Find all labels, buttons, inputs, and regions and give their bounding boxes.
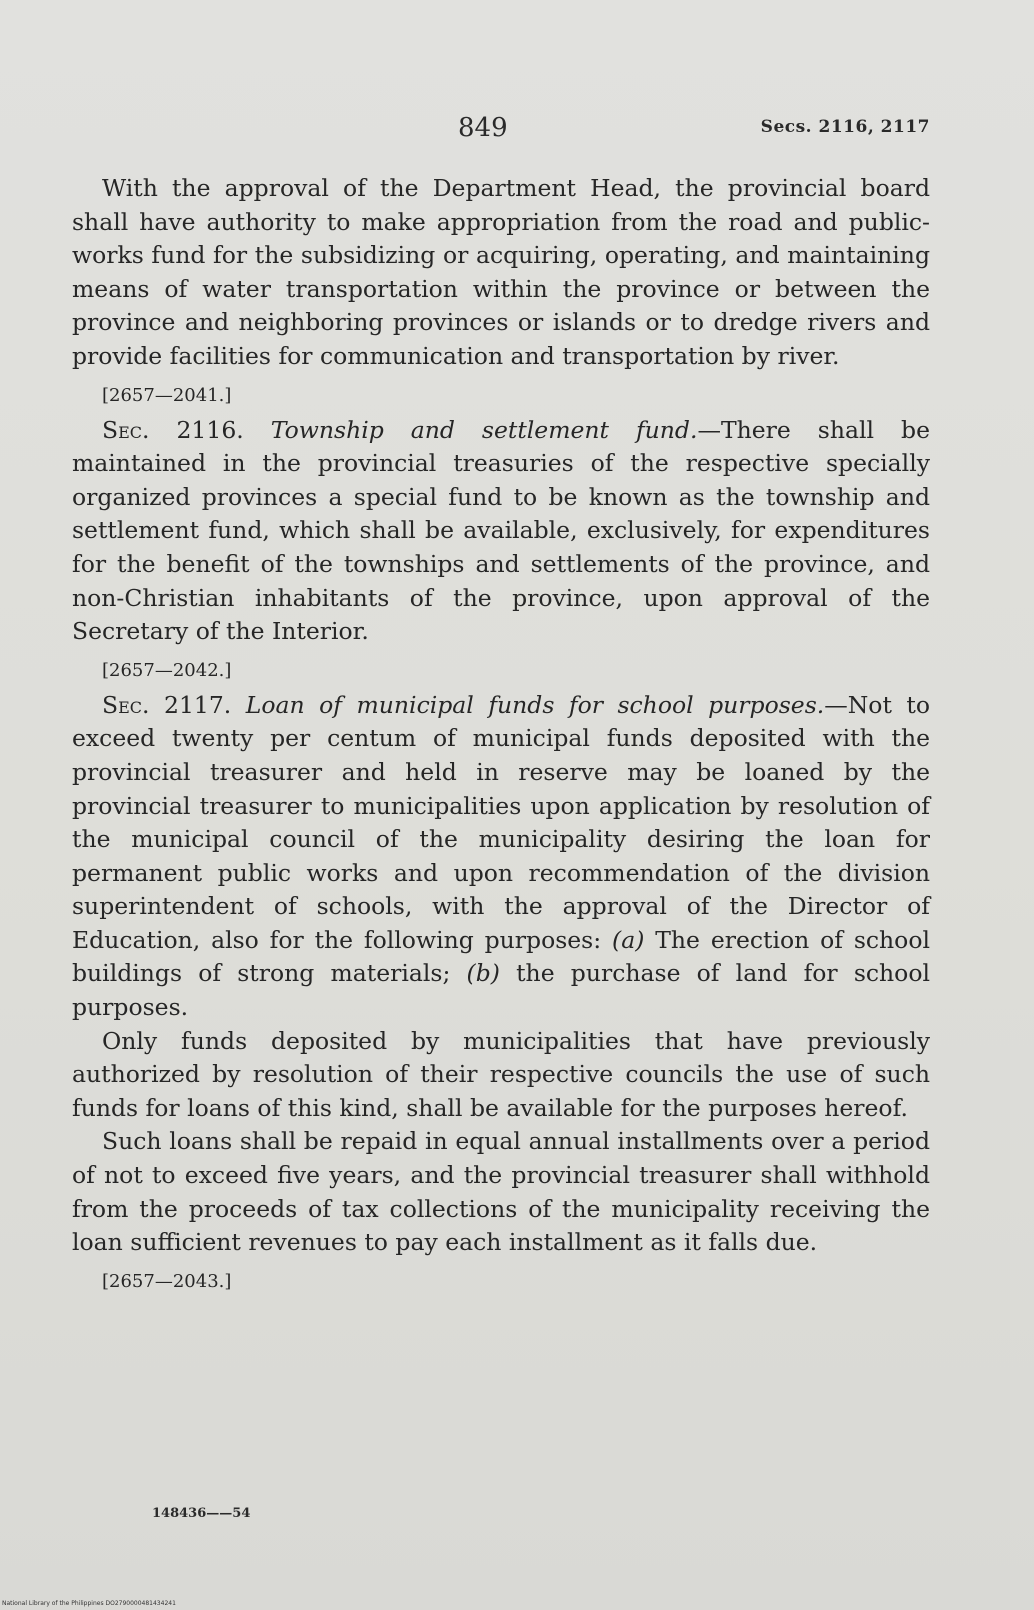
section-text: —Not to exceed twenty per centum of municipal funds deposited with the provincial treasurer and held in reserve may be loaned by the provincial treasurer to municipalities upon application by resolution of the municipal council of the municipality desiring the loan for permanent public works and upon recommendation of the division superintendent of schools, with the approval of the Director of Education, also for the following purposes: <box>72 690 930 954</box>
item-marker-a: (a) <box>612 925 645 954</box>
paragraph-only-funds: Only funds deposited by municipalities that have previously authorized by resolution of their respective councils the use of such funds for loans of this kind, shall be available for the purposes hereof. <box>72 1026 930 1122</box>
item-marker-b: (b) <box>466 959 500 988</box>
section-catchline: Loan of municipal funds for school purposes. <box>245 690 825 719</box>
citation-reference: [2657—2043.] <box>102 1270 232 1292</box>
item-text-a: The erection of school buildings of strong materials; <box>72 925 930 988</box>
section-catchline: Township and settlement fund. <box>270 415 698 444</box>
page-header <box>0 113 1034 153</box>
page-number: 849 <box>458 113 508 143</box>
section-2116 <box>72 414 930 649</box>
print-code: 148436——54 <box>152 1506 251 1521</box>
citation-reference: [2657—2041.] <box>102 384 232 406</box>
body-text <box>72 172 930 1300</box>
section-label: Sec. 2117. <box>102 690 232 719</box>
paragraph-such-loans: Such loans shall be repaid in equal annual installments over a period of not to exceed five years, and the provincial treasurer shall withhold from the proceeds of tax collections of the municipality receiving the loan sufficient revenues to pay each installment as it falls due. <box>72 1127 930 1257</box>
section-text: —There shall be maintained in the provincial treasuries of the respective specially organized provinces a special fund to be known as the township and settlement fund, which shall be available, exclusively, for expenditures for the benefit of the townships and settlements of the province, and non-Christian inhabitants of the province, upon approval of the Secretary of the Interior. <box>72 415 930 646</box>
running-head: Secs. 2116, 2117 <box>760 117 930 137</box>
paragraph-water-transport: With the approval of the Department Head, the provincial board shall have authority to make appropriation from the road and public-works fund for the subsidizing or acquiring, operating, and maintaining means of water transportation within the province or between the province and neighboring provinces or islands or to dredge rivers and provide facilities for communication and transportation by river. <box>72 174 930 370</box>
section-2117 <box>72 689 930 1025</box>
citation-reference: [2657—2042.] <box>102 659 232 681</box>
item-text-b: the purchase of land for school purposes. <box>72 959 930 1022</box>
section-label: Sec. 2116. <box>102 415 244 444</box>
footer-credit: National Library of the Philippines DO2790000481434241 <box>2 1600 176 1607</box>
